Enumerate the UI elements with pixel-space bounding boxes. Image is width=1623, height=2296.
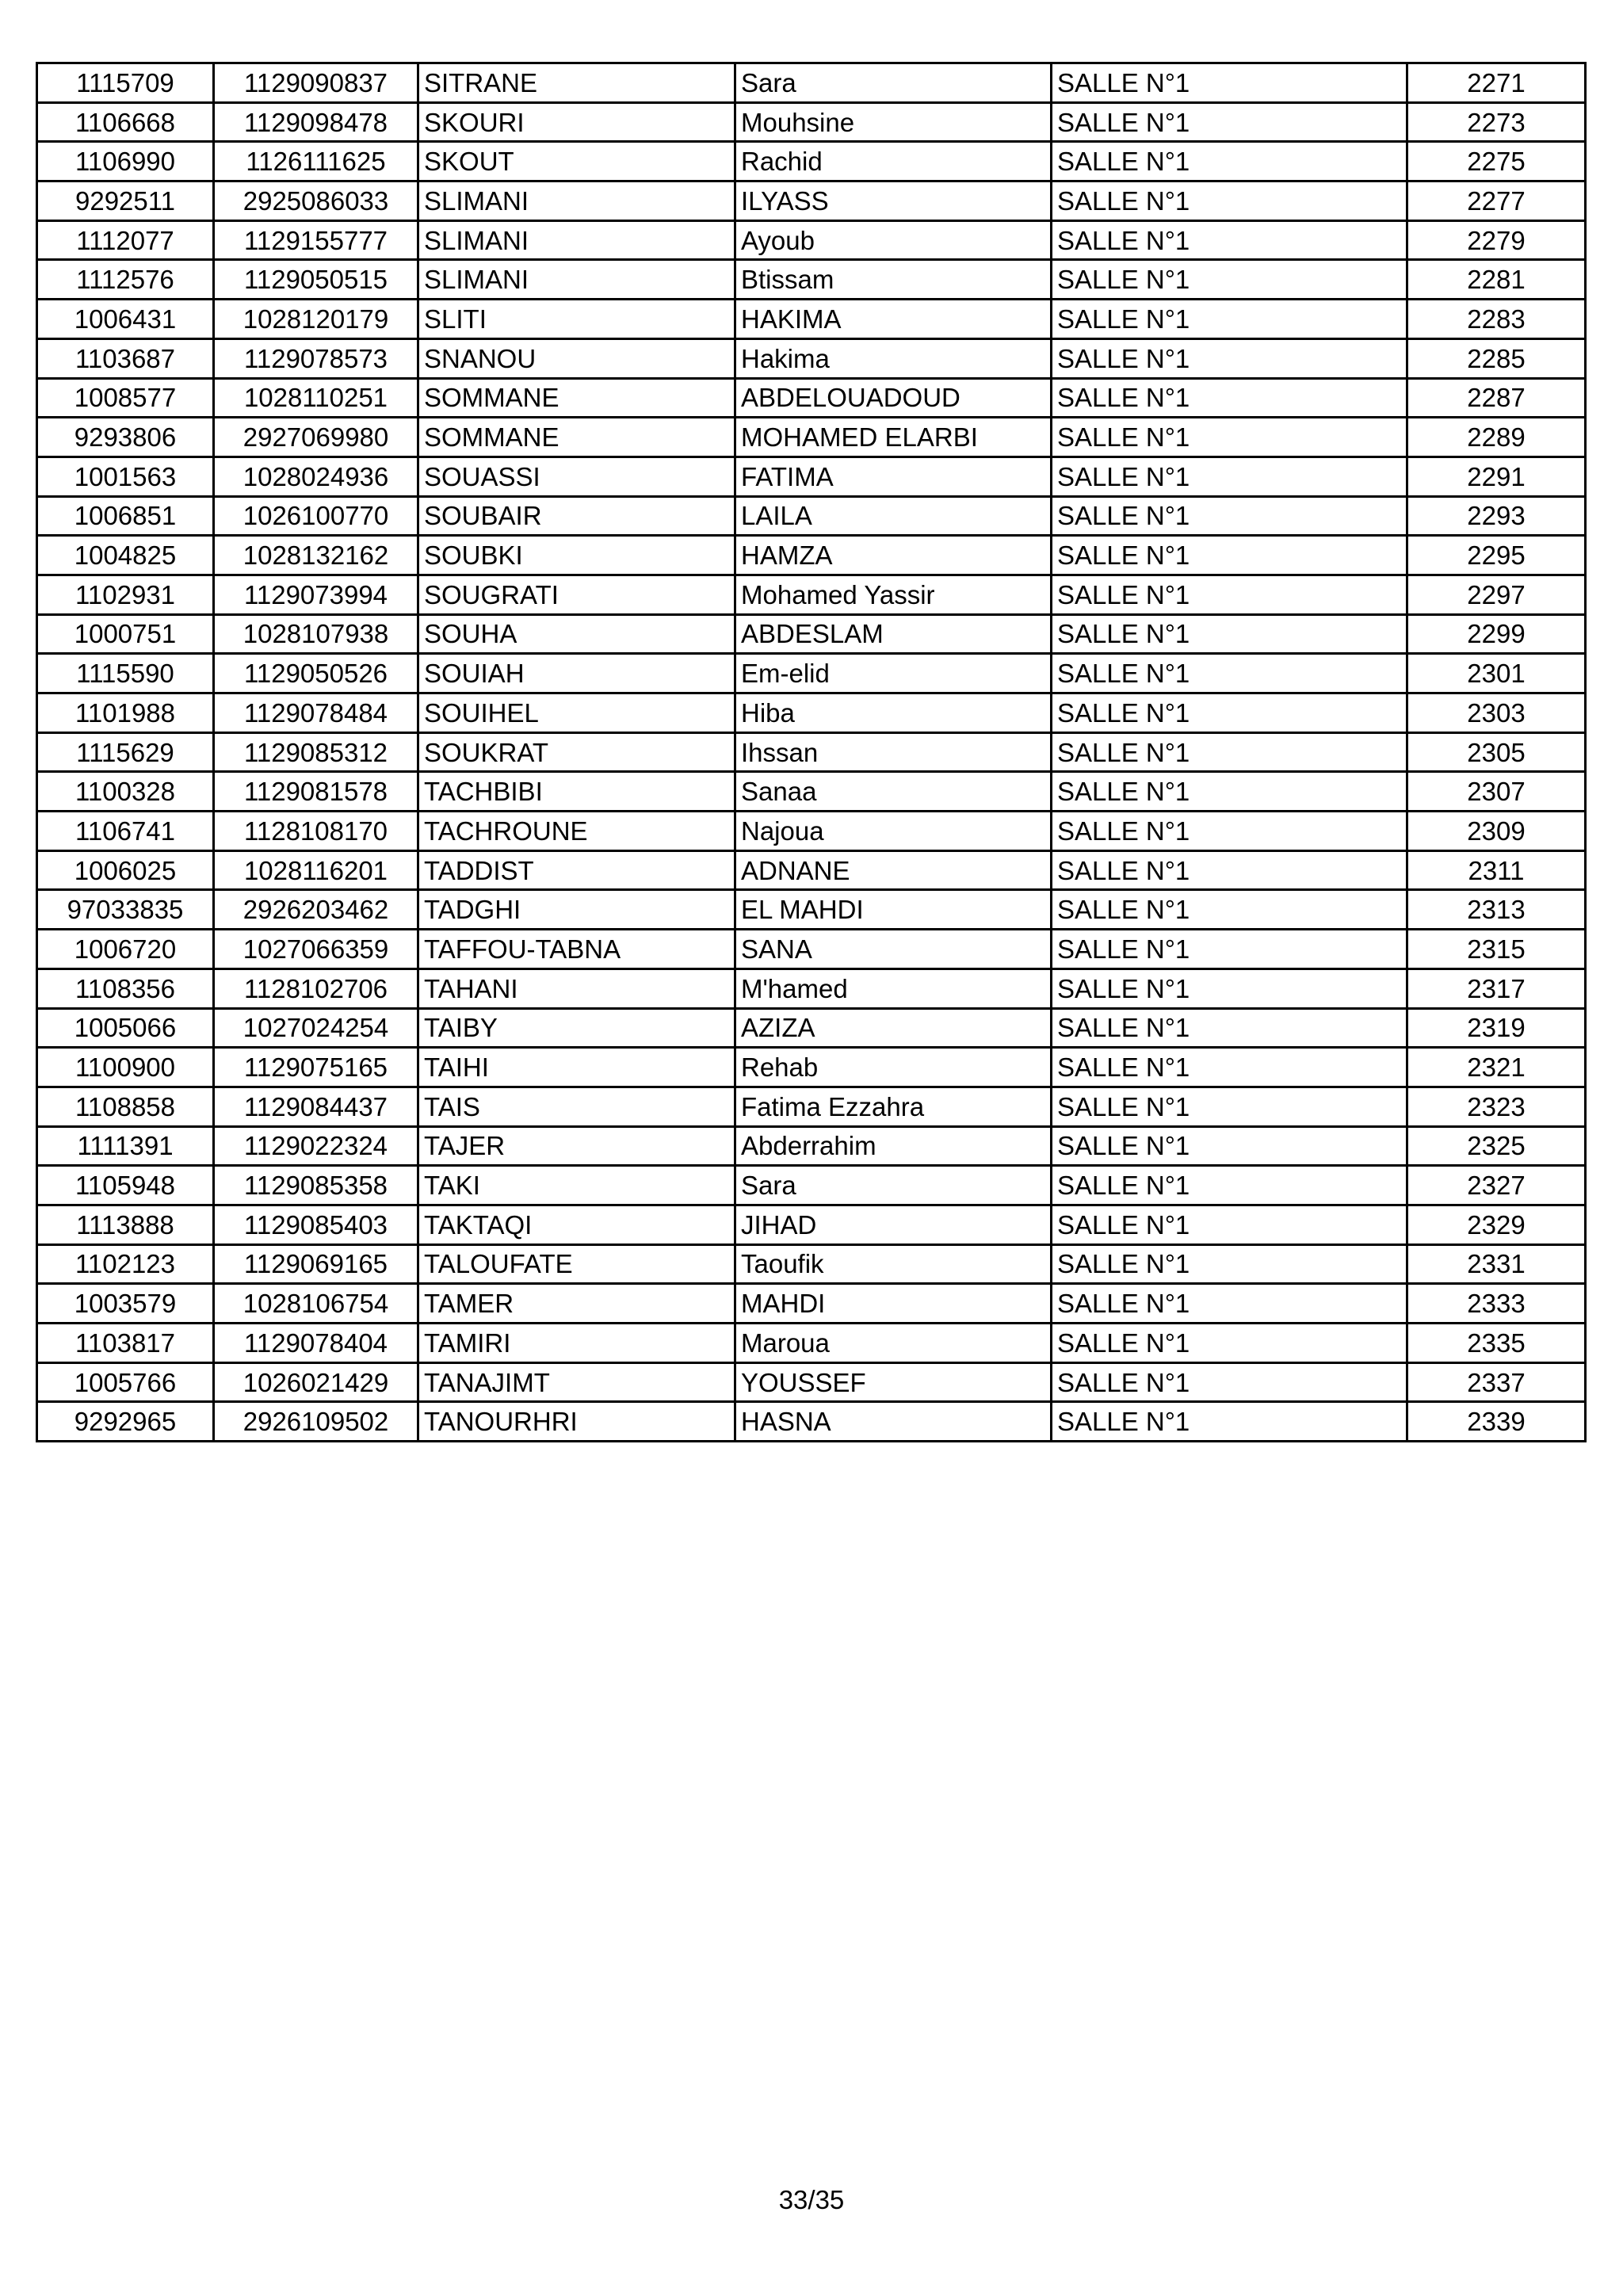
surname-cell: TAKI [418,1166,735,1205]
firstname-cell: Mohamed Yassir [735,575,1052,614]
code-cell: 1027024254 [214,1008,418,1048]
code-cell: 1027066359 [214,930,418,969]
code-cell: 1028107938 [214,614,418,654]
id-cell: 1106668 [37,102,214,142]
code-cell: 2926109502 [214,1402,418,1442]
code-cell: 1129069165 [214,1244,418,1284]
room-cell: SALLE N°1 [1052,102,1407,142]
code-cell: 1129078484 [214,693,418,733]
room-cell: SALLE N°1 [1052,654,1407,693]
room-cell: SALLE N°1 [1052,181,1407,221]
code-cell: 1129098478 [214,102,418,142]
room-cell: SALLE N°1 [1052,142,1407,181]
table-row [37,142,1586,181]
surname-cell: TAIHI [418,1048,735,1087]
room-cell: SALLE N°1 [1052,968,1407,1008]
table-row [37,1008,1586,1048]
code-cell: 1026021429 [214,1362,418,1402]
room-cell: SALLE N°1 [1052,1126,1407,1166]
firstname-cell: MAHDI [735,1284,1052,1324]
id-cell: 1113888 [37,1205,214,1244]
code-cell: 1028120179 [214,300,418,339]
firstname-cell: Rachid [735,142,1052,181]
id-cell: 1100328 [37,772,214,812]
firstname-cell: ABDELOUADOUD [735,378,1052,418]
firstname-cell: AZIZA [735,1008,1052,1048]
code-cell: 2927069980 [214,418,418,457]
code-cell: 1026100770 [214,496,418,536]
room-cell: SALLE N°1 [1052,418,1407,457]
firstname-cell: FATIMA [735,457,1052,496]
table-row [37,654,1586,693]
code-cell: 1129050526 [214,654,418,693]
code-cell: 1129075165 [214,1048,418,1087]
firstname-cell: Rehab [735,1048,1052,1087]
id-cell: 1112077 [37,220,214,260]
number-cell: 2333 [1407,1284,1586,1324]
code-cell: 1129022324 [214,1126,418,1166]
code-cell: 1129050515 [214,260,418,300]
number-cell: 2271 [1407,63,1586,103]
number-cell: 2301 [1407,654,1586,693]
room-cell: SALLE N°1 [1052,1008,1407,1048]
surname-cell: TACHROUNE [418,812,735,851]
room-cell: SALLE N°1 [1052,338,1407,378]
id-cell: 97033835 [37,890,214,930]
table-row [37,1205,1586,1244]
number-cell: 2327 [1407,1166,1586,1205]
code-cell: 1028024936 [214,457,418,496]
code-cell: 1129084437 [214,1087,418,1126]
number-cell: 2279 [1407,220,1586,260]
id-cell: 1115629 [37,732,214,772]
firstname-cell: Hakima [735,338,1052,378]
surname-cell: SLITI [418,300,735,339]
room-cell: SALLE N°1 [1052,1087,1407,1126]
surname-cell: TAMIRI [418,1324,735,1363]
number-cell: 2339 [1407,1402,1586,1442]
room-cell: SALLE N°1 [1052,693,1407,733]
table-row [37,968,1586,1008]
surname-cell: SKOURI [418,102,735,142]
table-row [37,1166,1586,1205]
room-cell: SALLE N°1 [1052,536,1407,575]
table-row [37,300,1586,339]
number-cell: 2315 [1407,930,1586,969]
table-row [37,418,1586,457]
room-cell: SALLE N°1 [1052,930,1407,969]
id-cell: 1006025 [37,850,214,890]
surname-cell: SOUKRAT [418,732,735,772]
number-cell: 2285 [1407,338,1586,378]
number-cell: 2277 [1407,181,1586,221]
code-cell: 1028132162 [214,536,418,575]
code-cell: 1128108170 [214,812,418,851]
candidate-table [36,62,1587,1442]
code-cell: 1028106754 [214,1284,418,1324]
number-cell: 2311 [1407,850,1586,890]
id-cell: 1102123 [37,1244,214,1284]
code-cell: 1129085312 [214,732,418,772]
surname-cell: TALOUFATE [418,1244,735,1284]
id-cell: 1112576 [37,260,214,300]
room-cell: SALLE N°1 [1052,732,1407,772]
firstname-cell: HASNA [735,1402,1052,1442]
number-cell: 2319 [1407,1008,1586,1048]
id-cell: 1111391 [37,1126,214,1166]
room-cell: SALLE N°1 [1052,890,1407,930]
code-cell: 1129085358 [214,1166,418,1205]
surname-cell: SKOUT [418,142,735,181]
code-cell: 2926203462 [214,890,418,930]
firstname-cell: Ayoub [735,220,1052,260]
id-cell: 1102931 [37,575,214,614]
room-cell: SALLE N°1 [1052,1205,1407,1244]
firstname-cell: Sara [735,63,1052,103]
id-cell: 1100900 [37,1048,214,1087]
firstname-cell: Abderrahim [735,1126,1052,1166]
number-cell: 2287 [1407,378,1586,418]
room-cell: SALLE N°1 [1052,220,1407,260]
firstname-cell: YOUSSEF [735,1362,1052,1402]
code-cell: 1126111625 [214,142,418,181]
surname-cell: TANOURHRI [418,1402,735,1442]
table-row [37,930,1586,969]
number-cell: 2329 [1407,1205,1586,1244]
table-row [37,457,1586,496]
code-cell: 1028110251 [214,378,418,418]
number-cell: 2291 [1407,457,1586,496]
id-cell: 1003579 [37,1284,214,1324]
surname-cell: TAMER [418,1284,735,1324]
firstname-cell: Mouhsine [735,102,1052,142]
room-cell: SALLE N°1 [1052,300,1407,339]
firstname-cell: Ihssan [735,732,1052,772]
number-cell: 2281 [1407,260,1586,300]
firstname-cell: Sanaa [735,772,1052,812]
table-row [37,575,1586,614]
number-cell: 2299 [1407,614,1586,654]
surname-cell: TAIBY [418,1008,735,1048]
room-cell: SALLE N°1 [1052,1402,1407,1442]
firstname-cell: JIHAD [735,1205,1052,1244]
room-cell: SALLE N°1 [1052,63,1407,103]
room-cell: SALLE N°1 [1052,260,1407,300]
surname-cell: SOMMANE [418,418,735,457]
number-cell: 2293 [1407,496,1586,536]
surname-cell: TAFFOU-TABNA [418,930,735,969]
firstname-cell: Taoufik [735,1244,1052,1284]
number-cell: 2275 [1407,142,1586,181]
table-row [37,338,1586,378]
id-cell: 1001563 [37,457,214,496]
id-cell: 1004825 [37,536,214,575]
table-row [37,220,1586,260]
firstname-cell: SANA [735,930,1052,969]
number-cell: 2307 [1407,772,1586,812]
surname-cell: TADGHI [418,890,735,930]
table-row [37,102,1586,142]
id-cell: 1006720 [37,930,214,969]
surname-cell: SLIMANI [418,260,735,300]
surname-cell: SNANOU [418,338,735,378]
id-cell: 9292511 [37,181,214,221]
table-row [37,693,1586,733]
firstname-cell: Maroua [735,1324,1052,1363]
surname-cell: TANAJIMT [418,1362,735,1402]
table-row [37,1048,1586,1087]
number-cell: 2337 [1407,1362,1586,1402]
number-cell: 2309 [1407,812,1586,851]
surname-cell: SOUASSI [418,457,735,496]
firstname-cell: ILYASS [735,181,1052,221]
code-cell: 1129155777 [214,220,418,260]
surname-cell: SOUIAH [418,654,735,693]
number-cell: 2323 [1407,1087,1586,1126]
number-cell: 2325 [1407,1126,1586,1166]
surname-cell: TAKTAQI [418,1205,735,1244]
id-cell: 1103687 [37,338,214,378]
room-cell: SALLE N°1 [1052,1244,1407,1284]
room-cell: SALLE N°1 [1052,1166,1407,1205]
surname-cell: SOMMANE [418,378,735,418]
firstname-cell: Sara [735,1166,1052,1205]
id-cell: 1006851 [37,496,214,536]
code-cell: 1129090837 [214,63,418,103]
table-row [37,614,1586,654]
id-cell: 1106741 [37,812,214,851]
table-row [37,850,1586,890]
code-cell: 1128102706 [214,968,418,1008]
id-cell: 1115709 [37,63,214,103]
table-row [37,536,1586,575]
table-row [37,181,1586,221]
firstname-cell: M'hamed [735,968,1052,1008]
id-cell: 1103817 [37,1324,214,1363]
firstname-cell: ADNANE [735,850,1052,890]
firstname-cell: Btissam [735,260,1052,300]
id-cell: 1108858 [37,1087,214,1126]
room-cell: SALLE N°1 [1052,1284,1407,1324]
firstname-cell: Fatima Ezzahra [735,1087,1052,1126]
number-cell: 2321 [1407,1048,1586,1087]
table-row [37,1402,1586,1442]
room-cell: SALLE N°1 [1052,812,1407,851]
table-row [37,1284,1586,1324]
table-row [37,732,1586,772]
id-cell: 1006431 [37,300,214,339]
room-cell: SALLE N°1 [1052,1324,1407,1363]
number-cell: 2273 [1407,102,1586,142]
table-row [37,260,1586,300]
firstname-cell: ABDESLAM [735,614,1052,654]
code-cell: 1129073994 [214,575,418,614]
room-cell: SALLE N°1 [1052,614,1407,654]
room-cell: SALLE N°1 [1052,575,1407,614]
firstname-cell: HAMZA [735,536,1052,575]
room-cell: SALLE N°1 [1052,378,1407,418]
page-number: 33/35 [778,2185,845,2214]
code-cell: 1028116201 [214,850,418,890]
table-row [37,1324,1586,1363]
id-cell: 9293806 [37,418,214,457]
firstname-cell: Hiba [735,693,1052,733]
firstname-cell: EL MAHDI [735,890,1052,930]
table-row [37,1126,1586,1166]
id-cell: 1000751 [37,614,214,654]
table-row [37,63,1586,103]
surname-cell: SOUGRATI [418,575,735,614]
id-cell: 1008577 [37,378,214,418]
firstname-cell: Em-elid [735,654,1052,693]
room-cell: SALLE N°1 [1052,457,1407,496]
table-row [37,1362,1586,1402]
surname-cell: SOUBKI [418,536,735,575]
table-row [37,772,1586,812]
surname-cell: SITRANE [418,63,735,103]
code-cell: 1129081578 [214,772,418,812]
id-cell: 1005066 [37,1008,214,1048]
code-cell: 1129078573 [214,338,418,378]
code-cell: 1129085403 [214,1205,418,1244]
id-cell: 1108356 [37,968,214,1008]
room-cell: SALLE N°1 [1052,1362,1407,1402]
table-row [37,378,1586,418]
room-cell: SALLE N°1 [1052,496,1407,536]
number-cell: 2289 [1407,418,1586,457]
firstname-cell: Najoua [735,812,1052,851]
surname-cell: TAIS [418,1087,735,1126]
surname-cell: SOUBAIR [418,496,735,536]
surname-cell: SLIMANI [418,220,735,260]
id-cell: 1005766 [37,1362,214,1402]
surname-cell: TAHANI [418,968,735,1008]
number-cell: 2303 [1407,693,1586,733]
id-cell: 9292965 [37,1402,214,1442]
surname-cell: SOUIHEL [418,693,735,733]
candidate-table-body [37,63,1586,1442]
number-cell: 2297 [1407,575,1586,614]
number-cell: 2283 [1407,300,1586,339]
number-cell: 2331 [1407,1244,1586,1284]
table-row [37,1087,1586,1126]
firstname-cell: LAILA [735,496,1052,536]
code-cell: 2925086033 [214,181,418,221]
id-cell: 1101988 [37,693,214,733]
surname-cell: SOUHA [418,614,735,654]
table-row [37,812,1586,851]
table-row [37,496,1586,536]
surname-cell: TAJER [418,1126,735,1166]
id-cell: 1115590 [37,654,214,693]
number-cell: 2305 [1407,732,1586,772]
surname-cell: SLIMANI [418,181,735,221]
surname-cell: TACHBIBI [418,772,735,812]
firstname-cell: MOHAMED ELARBI [735,418,1052,457]
number-cell: 2335 [1407,1324,1586,1363]
firstname-cell: HAKIMA [735,300,1052,339]
id-cell: 1106990 [37,142,214,181]
number-cell: 2317 [1407,968,1586,1008]
room-cell: SALLE N°1 [1052,772,1407,812]
number-cell: 2295 [1407,536,1586,575]
room-cell: SALLE N°1 [1052,1048,1407,1087]
table-row [37,890,1586,930]
table-row [37,1244,1586,1284]
number-cell: 2313 [1407,890,1586,930]
room-cell: SALLE N°1 [1052,850,1407,890]
code-cell: 1129078404 [214,1324,418,1363]
id-cell: 1105948 [37,1166,214,1205]
surname-cell: TADDIST [418,850,735,890]
